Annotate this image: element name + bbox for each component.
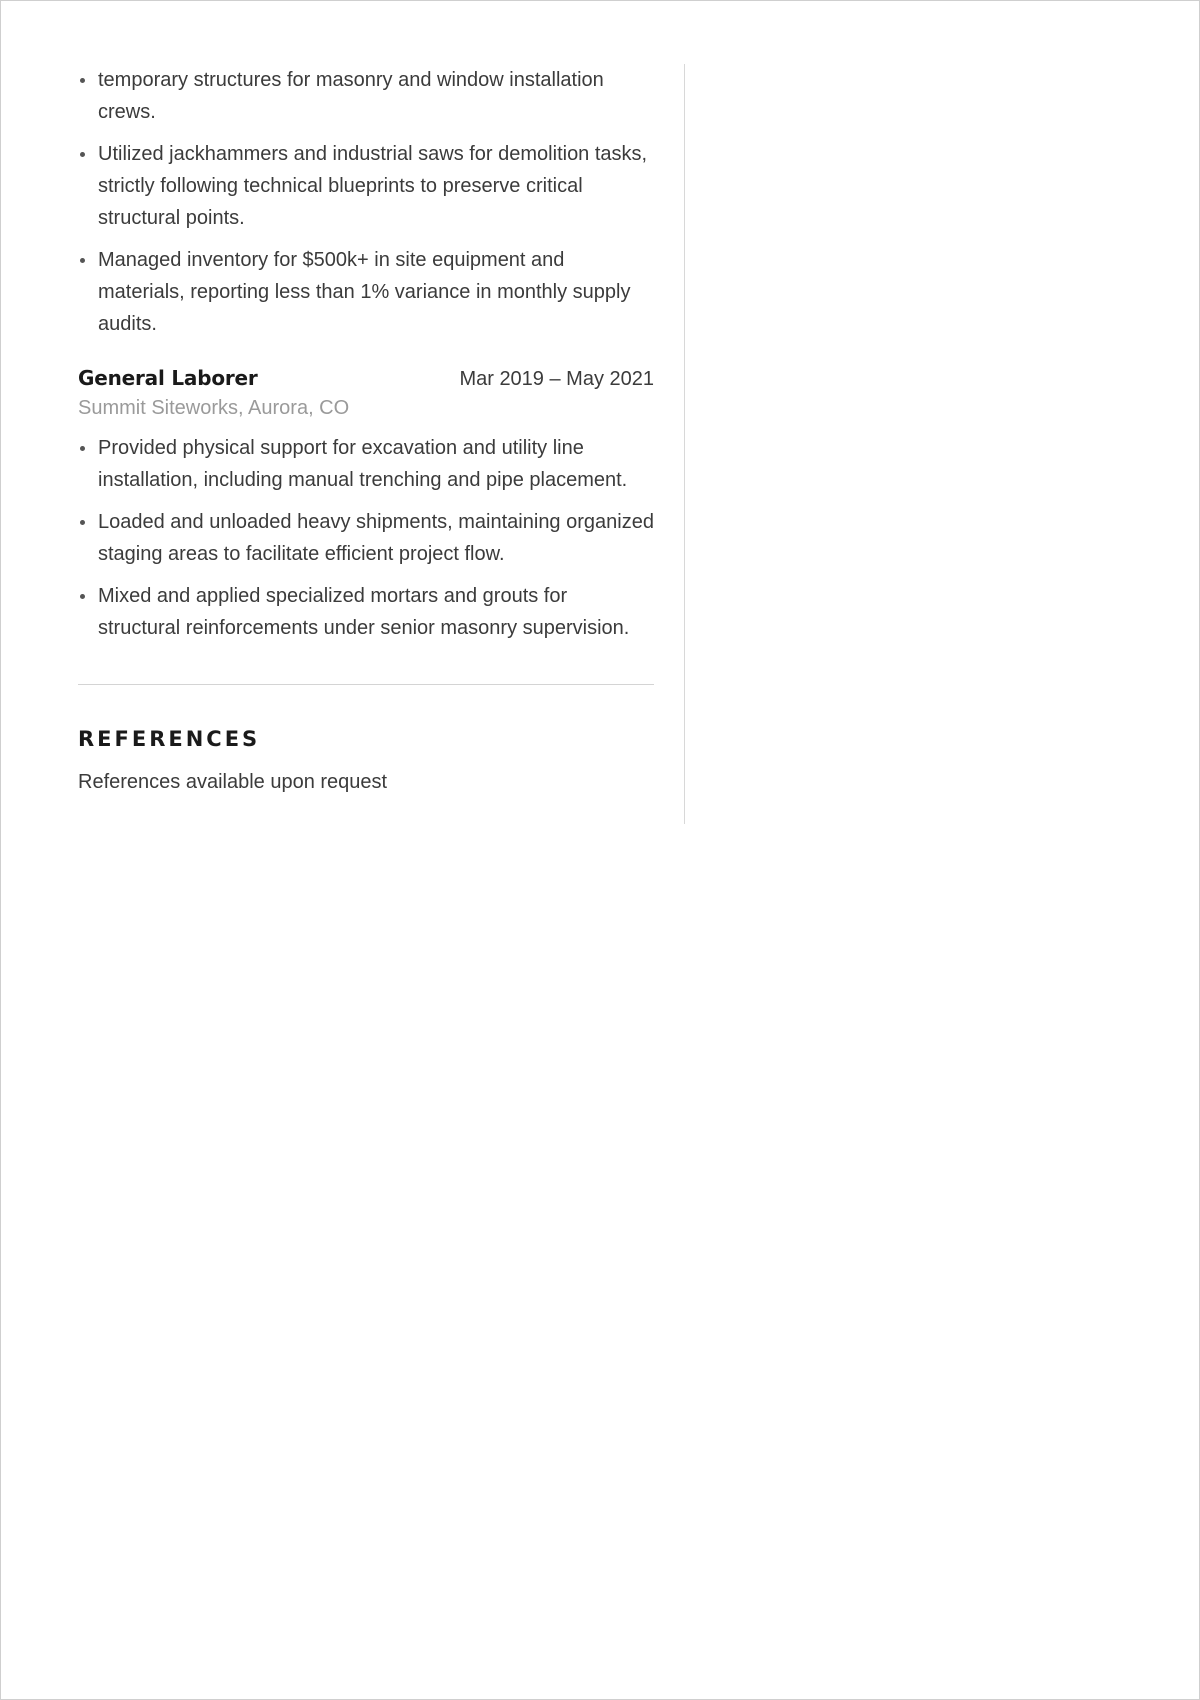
column-divider	[684, 64, 685, 824]
job-dates: Mar 2019 – May 2021	[459, 368, 654, 390]
bullet-item: Managed inventory for $500k+ in site equipment and materials, reporting less than 1% variance in monthly supply audits.	[78, 244, 654, 340]
references-heading: REFERENCES	[78, 727, 261, 751]
job-bullets	[78, 432, 654, 644]
references-text: References available upon request	[78, 771, 388, 793]
job-title: General Laborer	[78, 366, 258, 390]
bullet-item: Provided physical support for excavation and utility line installation, including manual trenching and pipe placement.	[78, 432, 654, 496]
previous-job-bullets	[78, 64, 654, 340]
bullet-item: Mixed and applied specialized mortars and grouts for structural reinforcements under senior masonry supervision.	[78, 580, 654, 644]
bullet-item: Utilized jackhammers and industrial saws for demolition tasks, strictly following technical blueprints to preserve critical structural points.	[78, 138, 654, 234]
main-column	[78, 64, 654, 794]
job-entry-general-laborer	[78, 366, 654, 644]
job-company: Summit Siteworks, Aurora, CO	[78, 397, 350, 419]
bullet-item: temporary structures for masonry and window installation crews.	[78, 64, 654, 128]
bullet-item: Loaded and unloaded heavy shipments, maintaining organized staging areas to facilitate efficient project flow.	[78, 506, 654, 570]
job-header	[78, 366, 654, 391]
section-divider	[78, 684, 654, 685]
